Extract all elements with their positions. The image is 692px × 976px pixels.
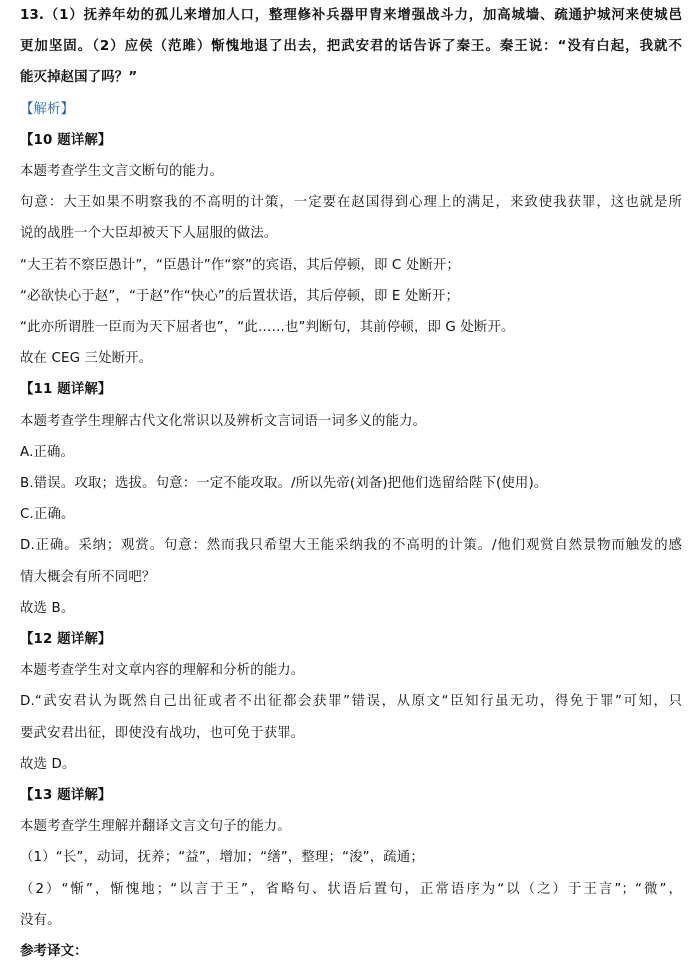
text-line: “大王若不察臣愚计”，“臣愚计”作“察”的宾语，其后停顿，即 C 处断开； [20, 257, 460, 273]
text-line: 能灭掉赵国了吗？” [20, 70, 138, 86]
text-line: 故在 CEG 三处断开。 [20, 351, 153, 367]
text-line: 故选 B。 [20, 600, 75, 616]
text-line: C.正确。 [20, 507, 75, 523]
text-line: 【10 题详解】 [20, 132, 112, 148]
text-line: 说的战胜一个大臣却被天下人屈服的做法。 [20, 226, 278, 242]
text-line: 本题考查学生理解古代文化常识以及辨析文言词语一词多义的能力。 [20, 413, 427, 429]
text-line: “必欲快心于赵”，“于赵”作“快心”的后置状语，其后停顿，即 E 处断开； [20, 288, 460, 304]
text-line: 情大概会有所不同吧？ [20, 569, 156, 585]
text-line: （2）“惭”，惭愧地；“以言于王”，省略句、状语后置句，正常语序为“以（之）于王言”；“微”， [20, 881, 682, 897]
text-line: （1）“长”，动词，抚养；“益”，增加；“缮”，整理；“浚”，疏通； [20, 850, 424, 866]
text-line: 【解析】 [20, 101, 75, 117]
text-line: 更加坚固。（2）应侯（范雎）惭愧地退了出去，把武安君的话告诉了秦王。秦王说：“没有白起，我就不 [20, 39, 682, 55]
text-line: 13.（1）抚养年幼的孤儿来增加人口，整理修补兵器甲胄来增强战斗力，加高城墙、疏通护城河来使城邑 [20, 8, 682, 23]
text-line: B.错误。攻取；选拔。句意：一定不能攻取。/所以先帝(刘备)把他们选留给陛下(使用)。 [20, 476, 548, 491]
text-line: 本题考查学生理解并翻译文言文句子的能力。 [20, 819, 291, 835]
text-line: 【13 题详解】 [20, 788, 112, 803]
text-line: 故选 D。 [20, 756, 76, 772]
text-line: 参考译文： [20, 944, 88, 959]
text-line: D.正确。采纳；观赏。句意：然而我只希望大王能采纳我的不高明的计策。/他们观赏自然景物而触发的感 [20, 538, 682, 554]
text-line: 本题考查学生文言文断句的能力。 [20, 164, 224, 179]
text-line: A.正确。 [20, 444, 75, 460]
text-line: 要武安君出征，即使没有战功，也可免于获罪。 [20, 725, 305, 741]
text-line: “此亦所谓胜一臣而为天下屈者也”，“此……也”判断句，其前停顿，即 G 处断开。 [20, 320, 515, 335]
text-line: 没有。 [20, 912, 61, 928]
text-line: 【11 题详解】 [20, 382, 112, 398]
text-line: D.“武安君认为既然自己出征或者不出征都会获罪”错误，从原文“臣知行虽无功，得免于罪”可知，只 [20, 694, 682, 710]
text-line: 本题考查学生对文章内容的理解和分析的能力。 [20, 663, 305, 679]
text-line: 【12 题详解】 [20, 632, 112, 647]
text-line: 句意：大王如果不明察我的不高明的计策，一定要在赵国得到心理上的满足，来致使我获罪，这也就是所 [20, 195, 682, 211]
